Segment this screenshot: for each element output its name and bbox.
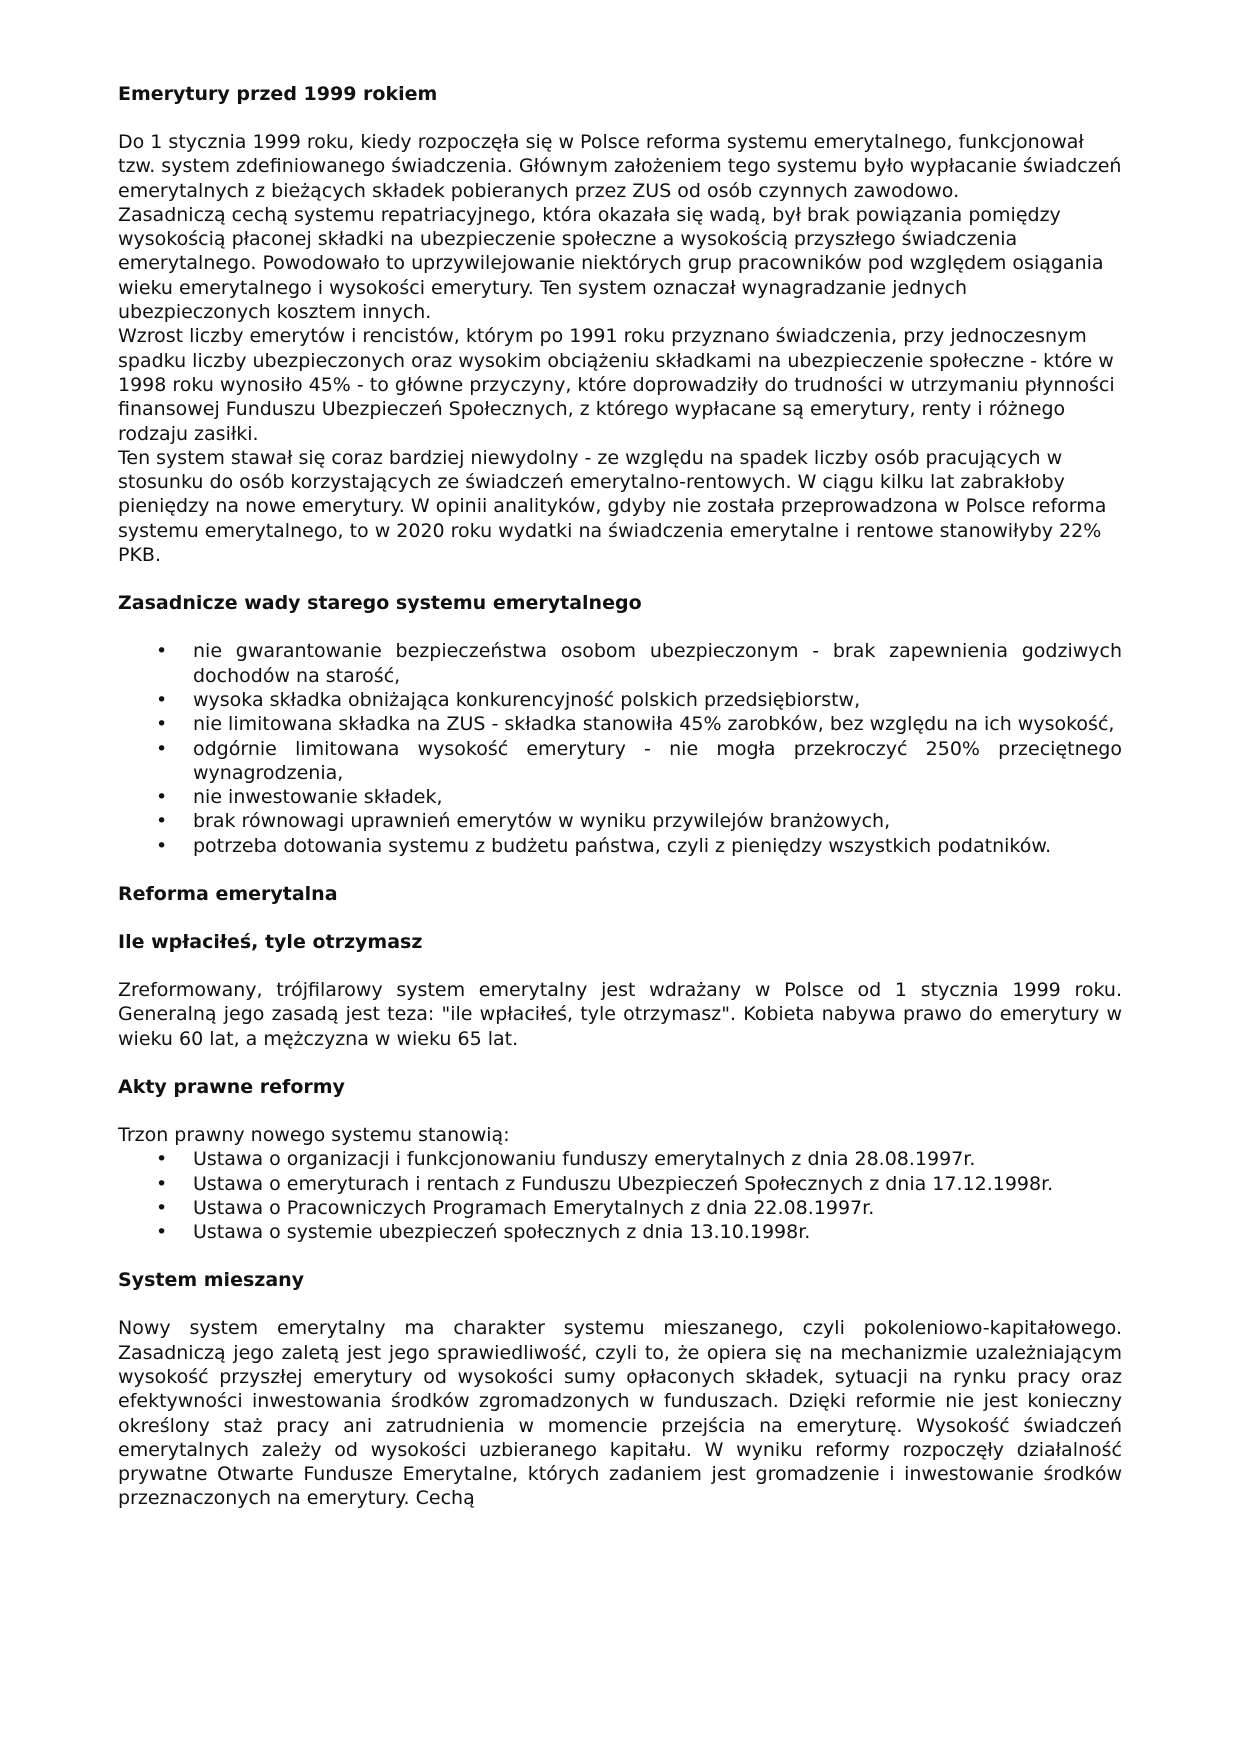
paragraph: Wzrost liczby emerytów i rencistów, którym po 1991 roku przyznano świadczenia, przy jednoczesnym spadku liczby ubezpieczonych oraz wysokim obciążeniu składkami na ubezpieczenie społeczne - które w 1998 roku wynosiło 45% - to główne przyczyny, które doprowadziły do trudności w utrzymaniu płynności finansowej Funduszu Ubezpieczeń Społecznych, z którego wypłacane są emerytury, renty i różnego rodzaju zasiłki. [118,325,1115,445]
section-mixed-system [118,1268,1122,1510]
list-item: • brak równowagi uprawnień emerytów w wyniku przywilejów branżowych, [156,810,891,833]
bullet-icon: • [156,834,168,857]
flaws-list [118,639,1122,858]
paragraph: Nowy system emerytalny ma charakter systemu mieszanego, czyli pokoleniowo-kapitałowego. Zasadniczą jego zaletą jest jego sprawiedliwość, czyli to, że opiera się na mechanizmie uzależniającym wysokość przyszłej emerytury od wysokości sumy opłaconych składek, sytuacji na rynku pracy oraz efektywności inwestowania środków zgromadzonych w funduszach. Dzięki reformie nie jest konieczny określony staż pracy ani zatrudnienia w momencie przejścia na emeryturę. Wysokość świadczeń emerytalnych zależy od wysokości uzbieranego kapitału. W wyniku reformy rozpoczęły działalność prywatne Otwarte Fundusze Emerytalne, których zadaniem jest gromadzenie i inwestowanie środków przeznaczonych na emerytury. Cechą [118,1317,1122,1510]
paragraph: Zasadniczą cechą systemu repatriacyjnego, która okazała się wadą, był brak powiązania pomiędzy wysokością płaconej składki na ubezpieczenie społeczne a wysokością przyszłego świadczenia emerytalnego. Powodowało to uprzywilejowanie niektórych grup pracowników pod względem osiągania wieku emerytalnego i wysokości emerytury. Ten system oznaczał wynagradzanie jednych ubezpieczonych kosztem innych. [118,203,1104,324]
list-item: • odgórnie limitowana wysokość emerytury - nie mogła przekroczyć 250% przeciętnego wynagrodzenia, [156,737,1122,784]
list-item: • nie limitowana składka na ZUS - składka stanowiła 45% zarobków, bez względu na ich wysokość, [156,713,1115,736]
paragraph: Do 1 stycznia 1999 roku, kiedy rozpoczęła się w Polsce reforma systemu emerytalnego, funkcjonował tzw. system zdefiniowanego świadczenia. Głównym założeniem tego systemu było wypłacanie świadczeń emerytalnych z bieżących składek pobieranych przez ZUS od osób czynnych zawodowo. [118,131,1122,202]
heading-legal-acts: Akty prawne reformy [118,1075,345,1098]
legal-acts-list [118,1147,1122,1244]
bullet-icon: • [156,713,168,736]
paragraph: Ten system stawał się coraz bardziej niewydolny - ze względu na spadek liczby osób pracujących w stosunku do osób korzystających ze świadczeń emerytalno-rentowych. W ciągu kilku lat zabrakłoby pieniędzy na nowe emerytury. W opinii analityków, gdyby nie została przeprowadzona w Polsce reforma systemu emerytalnego, to w 2020 roku wydatki na świadczenia emerytalne i rentowe stanowiłyby 22% PKB. [118,446,1107,567]
bullet-icon: • [156,1221,168,1244]
bullet-icon: • [156,1148,168,1171]
section-legal-acts [118,1075,1122,1244]
section-old-system-flaws [118,591,1122,858]
bullet-icon: • [156,1196,168,1219]
bullet-icon: • [156,688,168,711]
list-item: • nie gwarantowanie bezpieczeństwa osobom ubezpieczonym - brak zapewnienia godziwych dochodów na starość, [156,640,1122,687]
list-item: • Ustawa o Pracowniczych Programach Emerytalnych z dnia 22.08.1997r. [156,1196,875,1219]
list-item: • Ustawa o systemie ubezpieczeń społecznych z dnia 13.10.1998r. [156,1221,811,1244]
bullet-icon: • [156,810,168,833]
bullet-icon: • [156,1172,168,1195]
heading-pensions-before-1999: Emerytury przed 1999 rokiem [118,83,438,105]
paragraph-intro: Trzon prawny nowego systemu stanowią: [118,1123,510,1146]
list-item: • nie inwestowanie składek, [156,786,443,809]
heading-old-system-flaws: Zasadnicze wady starego systemu emerytalnego [118,592,642,615]
heading-pay-in-get-out: Ile wpłaciłeś, tyle otrzymasz [118,931,423,954]
paragraph: Zreformowany, trójfilarowy system emerytalny jest wdrażany w Polsce od 1 stycznia 1999 roku. Generalną jego zasadą jest teza: "ile wpłaciłeś, tyle otrzymasz". Kobieta nabywa prawo do emerytury w wieku 60 lat, a mężczyzna w wieku 65 lat. [118,979,1122,1050]
section-pensions-before-1999 [118,82,1122,567]
list-item: • potrzeba dotowania systemu z budżetu państwa, czyli z pieniędzy wszystkich podatników. [156,834,1052,857]
document-page [118,82,1122,1511]
section-pay-in-get-out [118,930,1122,1051]
list-item: • wysoka składka obniżająca konkurencyjność polskich przedsiębiorstw, [156,688,861,711]
bullet-icon: • [156,737,168,760]
bullet-icon: • [156,640,168,663]
section-pension-reform [118,882,1122,906]
list-item: • Ustawa o emeryturach i rentach z Funduszu Ubezpieczeń Społecznych z dnia 17.12.1998r. [156,1172,1054,1195]
list-item: • Ustawa o organizacji i funkcjonowaniu funduszy emerytalnych z dnia 28.08.1997r. [156,1148,976,1171]
bullet-icon: • [156,786,168,809]
heading-mixed-system: System mieszany [118,1269,305,1292]
heading-pension-reform: Reforma emerytalna [118,883,338,906]
